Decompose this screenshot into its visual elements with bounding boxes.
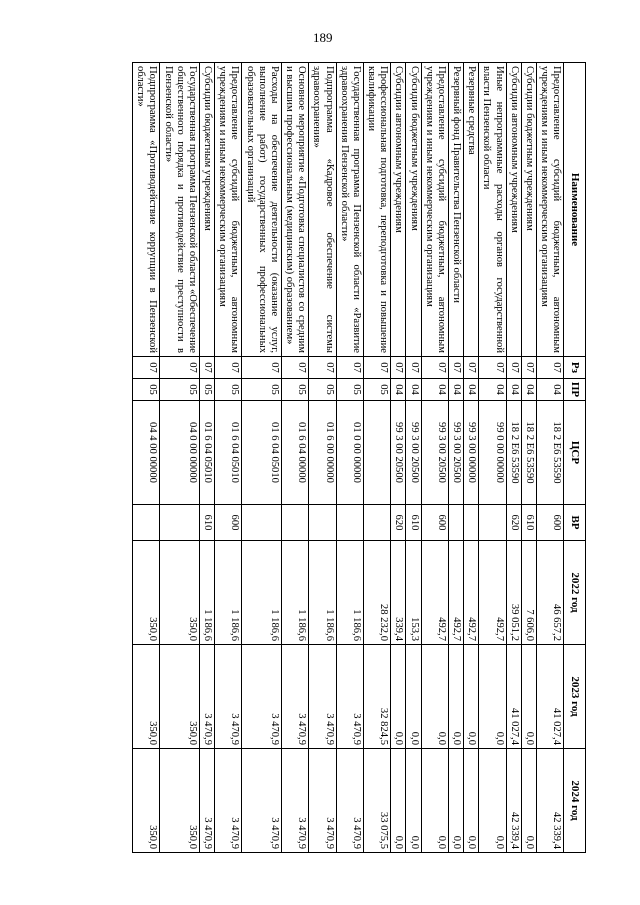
- cell-y2023: 3 470,9: [199, 645, 214, 749]
- table-row: [391, 63, 406, 853]
- cell-vr: [363, 505, 390, 541]
- cell-rz: 07: [363, 357, 390, 379]
- cell-y2024: 33 075,5: [363, 749, 390, 853]
- cell-y2023: 350,0: [160, 645, 200, 749]
- table-row: [521, 63, 536, 853]
- cell-y2022: 7 606,0: [521, 541, 536, 645]
- cell-y2024: 3 470,9: [309, 749, 336, 853]
- cell-csr: 01 6 04 05010: [199, 401, 214, 505]
- cell-y2023: 0,0: [479, 645, 506, 749]
- cell-y2022: 350,0: [160, 541, 200, 645]
- cell-pr: 04: [464, 379, 479, 401]
- cell-csr: 99 3 00 20500: [448, 401, 463, 505]
- cell-name: Субсидии автономным учреждениям: [506, 63, 521, 357]
- cell-vr: 620: [506, 505, 521, 541]
- cell-y2022: 492,7: [421, 541, 448, 645]
- cell-vr: [160, 505, 200, 541]
- cell-csr: 01 6 04 05010: [215, 401, 242, 505]
- table-row: [160, 63, 200, 853]
- cell-csr: 04 0 00 00000: [160, 401, 200, 505]
- cell-pr: 05: [215, 379, 242, 401]
- cell-y2022: 1 186,6: [281, 541, 308, 645]
- cell-rz: 07: [479, 357, 506, 379]
- cell-y2022: 153,3: [406, 541, 421, 645]
- cell-csr: 18 2 E6 53590: [537, 401, 564, 505]
- table-row: [464, 63, 479, 853]
- cell-y2024: 0,0: [464, 749, 479, 853]
- cell-csr: 99 3 00 20500: [406, 401, 421, 505]
- cell-vr: [133, 505, 160, 541]
- table-row: [537, 63, 564, 853]
- cell-name: Подпрограмма «Кадровое обеспечение системы здравоохранения»: [309, 63, 336, 357]
- cell-name: Основное мероприятие «Подготовка специалистов со средним и высшим профессиональным (медицинским) образованием»: [281, 63, 308, 357]
- cell-pr: 04: [391, 379, 406, 401]
- cell-name: Субсидии автономным учреждениям: [391, 63, 406, 357]
- cell-vr: [448, 505, 463, 541]
- cell-name: Иные непрограммные расходы органов государственной власти Пензенской области: [479, 63, 506, 357]
- cell-pr: 05: [363, 379, 390, 401]
- cell-y2023: 3 470,9: [336, 645, 363, 749]
- cell-y2024: 3 470,9: [336, 749, 363, 853]
- table-row: [506, 63, 521, 853]
- cell-rz: 07: [448, 357, 463, 379]
- cell-y2022: 1 186,6: [336, 541, 363, 645]
- cell-name: Субсидии бюджетным учреждениям: [199, 63, 214, 357]
- cell-rz: 07: [464, 357, 479, 379]
- cell-csr: 01 6 04 05010: [242, 401, 282, 505]
- cell-y2023: 0,0: [406, 645, 421, 749]
- cell-y2024: 350,0: [160, 749, 200, 853]
- cell-pr: 05: [199, 379, 214, 401]
- cell-rz: 07: [336, 357, 363, 379]
- cell-vr: 610: [521, 505, 536, 541]
- cell-vr: 600: [215, 505, 242, 541]
- cell-pr: 05: [281, 379, 308, 401]
- cell-vr: [309, 505, 336, 541]
- cell-rz: 07: [281, 357, 308, 379]
- cell-y2023: 3 470,9: [242, 645, 282, 749]
- cell-y2022: 492,7: [464, 541, 479, 645]
- cell-pr: 05: [309, 379, 336, 401]
- table-row: [479, 63, 506, 853]
- header-name: Наименование: [564, 63, 586, 357]
- header-pr: ПР: [564, 379, 586, 401]
- cell-y2022: 1 186,6: [309, 541, 336, 645]
- cell-csr: 99 3 00 20500: [391, 401, 406, 505]
- cell-rz: 07: [537, 357, 564, 379]
- table-row: [215, 63, 242, 853]
- cell-y2024: 3 470,9: [199, 749, 214, 853]
- cell-pr: 04: [479, 379, 506, 401]
- cell-vr: [479, 505, 506, 541]
- cell-name: Профессиональная подготовка, переподготовка и повышение квалификации: [363, 63, 390, 357]
- cell-y2024: 42 339,4: [537, 749, 564, 853]
- header-vr: ВР: [564, 505, 586, 541]
- table-body: [133, 63, 564, 853]
- table-row: [309, 63, 336, 853]
- header-csr: ЦСР: [564, 401, 586, 505]
- cell-vr: [242, 505, 282, 541]
- table-row: [199, 63, 214, 853]
- cell-csr: 18 2 E6 53590: [521, 401, 536, 505]
- page-number: 189: [313, 30, 333, 45]
- cell-rz: 07: [406, 357, 421, 379]
- cell-y2024: 3 470,9: [281, 749, 308, 853]
- cell-vr: 610: [406, 505, 421, 541]
- cell-vr: 600: [537, 505, 564, 541]
- table-row: [406, 63, 421, 853]
- cell-y2022: 350,0: [133, 541, 160, 645]
- cell-y2022: 1 186,6: [242, 541, 282, 645]
- cell-y2024: 0,0: [391, 749, 406, 853]
- cell-y2024: 0,0: [448, 749, 463, 853]
- cell-y2022: 1 186,6: [199, 541, 214, 645]
- cell-rz: 07: [421, 357, 448, 379]
- cell-y2023: 32 824,5: [363, 645, 390, 749]
- cell-csr: 99 3 00 00000: [464, 401, 479, 505]
- cell-vr: [336, 505, 363, 541]
- cell-pr: 04: [421, 379, 448, 401]
- table-row: [421, 63, 448, 853]
- cell-name: Подпрограмма «Противодействие коррупции в Пензенской области»: [133, 63, 160, 357]
- cell-y2023: 0,0: [464, 645, 479, 749]
- table-row: [448, 63, 463, 853]
- cell-y2023: 41 027,4: [537, 645, 564, 749]
- cell-csr: 99 0 00 00000: [479, 401, 506, 505]
- cell-name: Расходы на обеспечение деятельности (оказание услуг, выполнение работ) государственных профессиональных образовательных организаций: [242, 63, 282, 357]
- cell-pr: 04: [406, 379, 421, 401]
- cell-y2023: 3 470,9: [281, 645, 308, 749]
- cell-y2023: 0,0: [521, 645, 536, 749]
- cell-name: Субсидии бюджетным учреждениям: [406, 63, 421, 357]
- table-row: [133, 63, 160, 853]
- cell-name: Предоставление субсидий бюджетным, автономным учреждениям и иным некоммерческим организациям: [215, 63, 242, 357]
- cell-vr: 600: [421, 505, 448, 541]
- cell-y2024: 3 470,9: [242, 749, 282, 853]
- cell-name: Предоставление субсидий бюджетным, автономным учреждениям и иным некоммерческим организациям: [537, 63, 564, 357]
- cell-y2023: 350,0: [133, 645, 160, 749]
- cell-pr: 04: [521, 379, 536, 401]
- cell-y2024: 0,0: [521, 749, 536, 853]
- cell-y2024: 0,0: [479, 749, 506, 853]
- table-row: [242, 63, 282, 853]
- cell-pr: 05: [242, 379, 282, 401]
- cell-y2022: 492,7: [479, 541, 506, 645]
- cell-y2022: 1 186,6: [215, 541, 242, 645]
- table-row: [281, 63, 308, 853]
- cell-name: Резервные средства: [464, 63, 479, 357]
- cell-csr: 99 3 00 20500: [421, 401, 448, 505]
- cell-csr: 18 2 E6 53590: [506, 401, 521, 505]
- cell-name: Резервный фонд Правительства Пензенской области: [448, 63, 463, 357]
- cell-rz: 07: [160, 357, 200, 379]
- cell-y2023: 41 027,4: [506, 645, 521, 749]
- cell-y2023: 3 470,9: [309, 645, 336, 749]
- rotated-table-container: [86, 62, 586, 852]
- cell-y2022: 46 657,2: [537, 541, 564, 645]
- cell-pr: 04: [506, 379, 521, 401]
- cell-rz: 07: [242, 357, 282, 379]
- cell-pr: 05: [133, 379, 160, 401]
- cell-csr: 01 0 00 00000: [336, 401, 363, 505]
- cell-rz: 07: [521, 357, 536, 379]
- cell-csr: 04 4 00 00000: [133, 401, 160, 505]
- cell-rz: 07: [391, 357, 406, 379]
- cell-name: Государственная программа Пензенской области «Обеспечение общественного порядка и противодействие преступности в Пензенской области»: [160, 63, 200, 357]
- cell-vr: [464, 505, 479, 541]
- cell-y2024: 0,0: [406, 749, 421, 853]
- table-row: [363, 63, 390, 853]
- header-rz: Рз: [564, 357, 586, 379]
- cell-rz: 07: [199, 357, 214, 379]
- cell-vr: [281, 505, 308, 541]
- cell-name: Субсидии бюджетным учреждениям: [521, 63, 536, 357]
- table-row: [336, 63, 363, 853]
- cell-vr: 620: [391, 505, 406, 541]
- cell-y2023: 0,0: [421, 645, 448, 749]
- cell-rz: 07: [309, 357, 336, 379]
- header-2024: 2024 год: [564, 749, 586, 853]
- cell-y2023: 0,0: [391, 645, 406, 749]
- cell-pr: 05: [160, 379, 200, 401]
- cell-y2024: 350,0: [133, 749, 160, 853]
- cell-y2022: 492,7: [448, 541, 463, 645]
- cell-y2024: 3 470,9: [215, 749, 242, 853]
- cell-pr: 05: [336, 379, 363, 401]
- cell-y2022: 28 232,0: [363, 541, 390, 645]
- cell-rz: 07: [215, 357, 242, 379]
- cell-y2023: 0,0: [448, 645, 463, 749]
- cell-csr: 01 6 04 00000: [281, 401, 308, 505]
- table-header-row: [564, 63, 586, 853]
- cell-csr: [363, 401, 390, 505]
- cell-vr: 610: [199, 505, 214, 541]
- header-2023: 2023 год: [564, 645, 586, 749]
- budget-table: [132, 62, 586, 853]
- cell-name: Государственная программа Пензенской области «Развитие здравоохранения Пензенской области»: [336, 63, 363, 357]
- cell-csr: 01 6 00 00000: [309, 401, 336, 505]
- cell-pr: 04: [537, 379, 564, 401]
- cell-pr: 04: [448, 379, 463, 401]
- cell-rz: 07: [133, 357, 160, 379]
- cell-y2022: 39 051,2: [506, 541, 521, 645]
- cell-y2023: 3 470,9: [215, 645, 242, 749]
- cell-y2022: 339,4: [391, 541, 406, 645]
- cell-y2024: 0,0: [421, 749, 448, 853]
- cell-y2024: 42 339,4: [506, 749, 521, 853]
- cell-name: Предоставление субсидий бюджетным, автономным учреждениям и иным некоммерческим организациям: [421, 63, 448, 357]
- header-2022: 2022 год: [564, 541, 586, 645]
- cell-rz: 07: [506, 357, 521, 379]
